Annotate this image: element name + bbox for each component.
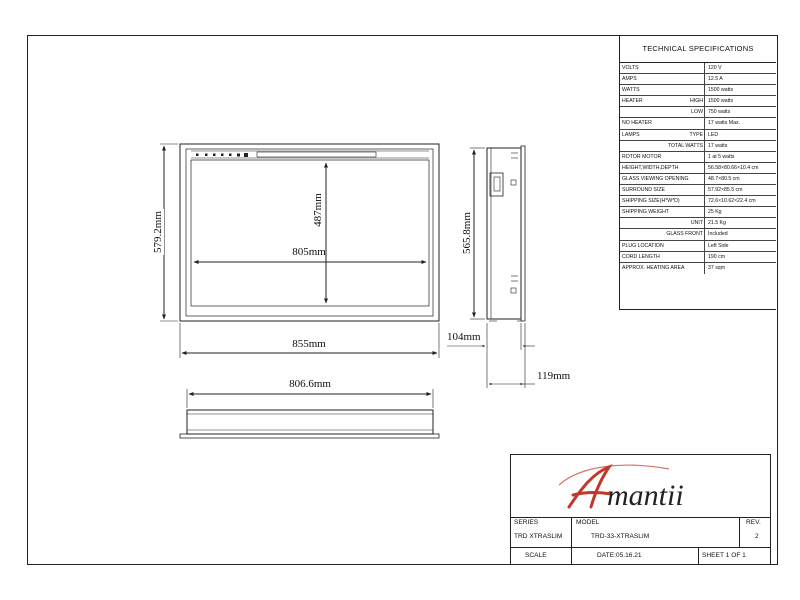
spec-value: 1 at 5 watts bbox=[708, 153, 735, 160]
spec-value: 1500 watts bbox=[708, 87, 734, 94]
specs-body bbox=[620, 63, 776, 274]
svg-text:mantii: mantii bbox=[607, 479, 684, 512]
spec-value: 750 watts bbox=[708, 109, 731, 116]
control-panel-slot bbox=[257, 152, 376, 157]
spec-row bbox=[620, 196, 776, 207]
spec-value: 17 watts bbox=[708, 142, 728, 149]
spec-row bbox=[620, 152, 776, 163]
spec-value: 120 V bbox=[708, 65, 722, 71]
spec-row bbox=[620, 107, 776, 118]
dim-label-front-height: 579.2mm bbox=[152, 211, 164, 253]
spec-row bbox=[620, 241, 776, 252]
spec-row bbox=[620, 130, 776, 141]
spec-sublabel: UNIT bbox=[690, 220, 703, 227]
spec-value: 57.92×85.5 cm bbox=[708, 187, 743, 194]
date-label: DATE:05.16.21 bbox=[597, 552, 642, 559]
spec-label: SHIPPING WEIGHT bbox=[622, 209, 669, 216]
spec-value: 21.5 Kg bbox=[708, 220, 726, 227]
side-view bbox=[447, 146, 535, 388]
spec-row bbox=[620, 118, 776, 129]
dim-label-side-depth: 104mm bbox=[447, 331, 481, 343]
spec-row bbox=[620, 174, 776, 185]
scale-label: SCALE bbox=[525, 552, 547, 559]
spec-sublabel: GLASS FRONT bbox=[666, 231, 703, 238]
spec-label: GLASS VIEWING OPENING bbox=[622, 175, 689, 182]
spec-value: 25 Kg bbox=[708, 209, 722, 216]
amantii-logo bbox=[551, 459, 731, 515]
series-value: TRD XTRASLIM bbox=[514, 533, 563, 540]
spec-value: 56.58×80.66×10.4 cm bbox=[708, 164, 759, 171]
top-body bbox=[187, 410, 433, 434]
spec-label: PLUG LOCATION bbox=[622, 242, 664, 249]
front-inner-frame bbox=[186, 149, 433, 316]
spec-label: APPROX. HEATING AREA bbox=[622, 264, 685, 271]
side-body bbox=[487, 148, 521, 319]
dim-label-inner-height: 487mm bbox=[312, 193, 324, 227]
spec-value: Included bbox=[708, 231, 728, 238]
spec-row bbox=[620, 207, 776, 218]
spec-sublabel: TYPE bbox=[689, 131, 703, 138]
spec-value: Left Side bbox=[708, 242, 729, 249]
spec-sublabel: TOTAL WATTS bbox=[667, 142, 703, 149]
spec-value: 48.7×80.5 cm bbox=[708, 175, 740, 182]
spec-label: SHIPPING SIZE(H*W*D) bbox=[622, 198, 680, 205]
dim-label-top-width: 806.6mm bbox=[289, 378, 331, 390]
spec-row bbox=[620, 218, 776, 229]
top-view bbox=[180, 389, 439, 438]
spec-value: 37 sqm bbox=[708, 264, 726, 271]
spec-row bbox=[620, 63, 776, 74]
spec-label: VOLTS bbox=[622, 65, 639, 71]
spec-value: 1500 watts bbox=[708, 98, 734, 105]
spec-label: HEIGHT,WIDTH,DEPTH bbox=[622, 164, 679, 171]
dim-label-inner-width: 805mm bbox=[292, 246, 326, 258]
model-value: TRD-33-XTRASLIM bbox=[591, 533, 650, 540]
spec-value: 12.5 A bbox=[708, 76, 723, 83]
spec-row bbox=[620, 185, 776, 196]
spec-row bbox=[620, 263, 776, 274]
series-label: SERIES bbox=[514, 519, 539, 526]
rev-value: 2 bbox=[755, 533, 759, 540]
spec-value: 190 cm bbox=[708, 253, 726, 260]
front-outer-frame bbox=[180, 144, 439, 321]
spec-label: SURROUND SIZE bbox=[622, 187, 665, 194]
side-cord-box bbox=[490, 173, 503, 196]
spec-value: 17 watts Max. bbox=[708, 120, 741, 127]
spec-row bbox=[620, 163, 776, 174]
spec-value: 72.6×10.62×22.4 cm bbox=[708, 198, 756, 205]
spec-label: ROTOR MOTOR bbox=[622, 153, 662, 160]
side-front-trim bbox=[521, 146, 525, 321]
dim-label-side-bottom-depth: 119mm bbox=[537, 370, 571, 382]
spec-label: CORD LENGTH bbox=[622, 253, 660, 260]
spec-row bbox=[620, 141, 776, 152]
spec-row bbox=[620, 85, 776, 96]
spec-label: NO HEATER bbox=[622, 120, 652, 127]
spec-row bbox=[620, 252, 776, 263]
model-label: MODEL bbox=[576, 519, 600, 526]
sheet-label: SHEET 1 OF 1 bbox=[702, 552, 746, 559]
spec-row bbox=[620, 96, 776, 107]
spec-value: LED bbox=[708, 131, 719, 138]
dim-label-side-height: 565.8mm bbox=[461, 212, 473, 254]
spec-sublabel: LOW bbox=[691, 109, 703, 116]
dim-label-overall-width: 855mm bbox=[292, 338, 326, 350]
control-buttons bbox=[196, 153, 248, 157]
spec-label: LAMPS bbox=[622, 131, 640, 138]
title-block bbox=[510, 454, 771, 565]
top-front-trim bbox=[180, 434, 439, 438]
rev-label: REV. bbox=[746, 519, 761, 526]
technical-specifications-table bbox=[619, 36, 776, 310]
specs-title: TECHNICAL SPECIFICATIONS bbox=[620, 36, 776, 63]
spec-label: HEATER bbox=[622, 98, 643, 105]
spec-row bbox=[620, 74, 776, 85]
glass-viewing-area bbox=[191, 160, 429, 306]
spec-label: AMPS bbox=[622, 76, 637, 83]
spec-sublabel: HIGH bbox=[690, 98, 703, 105]
spec-row bbox=[620, 229, 776, 240]
spec-label: WATTS bbox=[622, 87, 640, 94]
